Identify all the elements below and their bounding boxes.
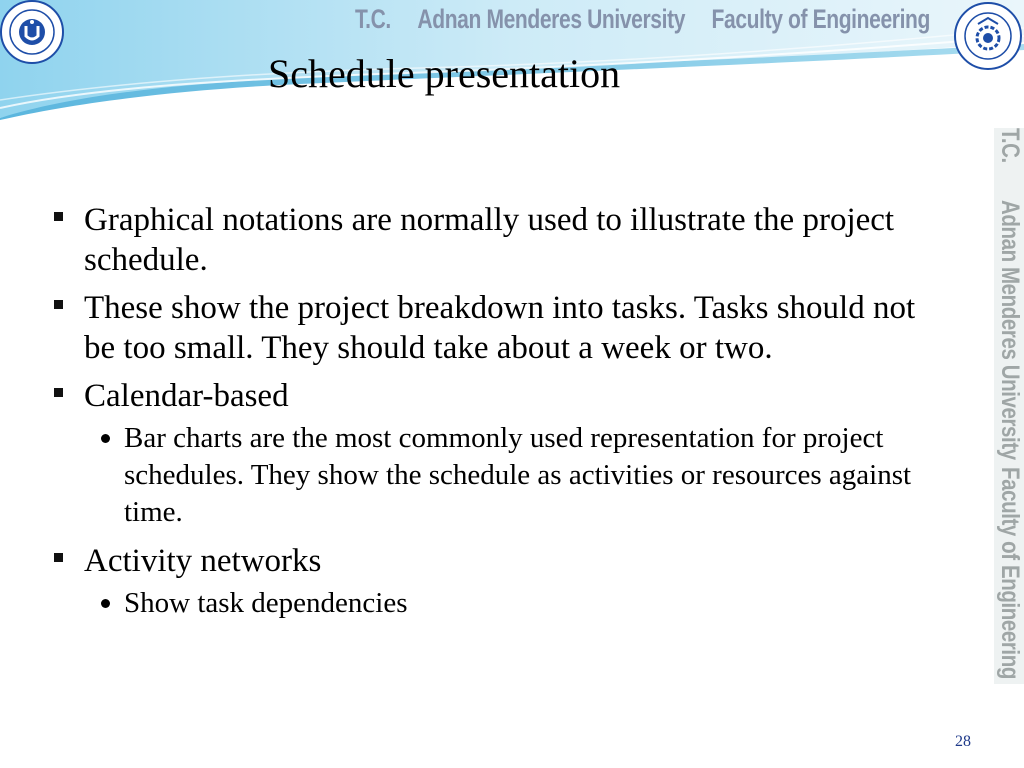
bullet-list (54, 200, 954, 632)
side-banner-university: Adnan Menderes University (996, 200, 1024, 460)
sub-bullet-item (95, 420, 954, 531)
header-university-name (355, 4, 957, 35)
header-faculty: Faculty of Engineering (711, 4, 930, 34)
bullet-text: Graphical notations are normally used to illustrate the project schedule. (84, 202, 895, 278)
side-banner-text (994, 128, 1024, 684)
side-banner-tc: T.C. (996, 128, 1024, 163)
square-bullet-icon (54, 553, 63, 562)
slide-title: Schedule presentation (268, 51, 621, 96)
bullet-item (54, 200, 954, 280)
square-bullet-icon (54, 300, 63, 309)
page-number: 28 (955, 733, 971, 750)
header-tc: T.C. (355, 4, 391, 34)
bullet-item (54, 541, 954, 581)
engineering-faculty-logo (954, 2, 1022, 70)
sub-bullet-text: Show task dependencies (124, 587, 408, 619)
square-bullet-icon (54, 212, 63, 221)
bullet-item (54, 376, 954, 416)
round-bullet-icon (101, 599, 110, 608)
round-bullet-icon (101, 434, 110, 443)
university-logo (0, 0, 64, 64)
header-university: Adnan Menderes University (417, 4, 686, 34)
bullet-text: These show the project breakdown into tasks. Tasks should not be too small. They should take about a week or two. (84, 290, 916, 366)
side-banner-faculty: Faculty of Engineering (996, 466, 1024, 679)
sub-bullet-text: Bar charts are the most commonly used representation for project schedules. They show the schedule as activities or resources against time. (124, 422, 912, 528)
bullet-text: Activity networks (84, 543, 322, 579)
bullet-text: Calendar-based (84, 378, 289, 414)
sub-bullet-item (95, 585, 954, 622)
bullet-item (54, 288, 954, 368)
square-bullet-icon (54, 388, 63, 397)
